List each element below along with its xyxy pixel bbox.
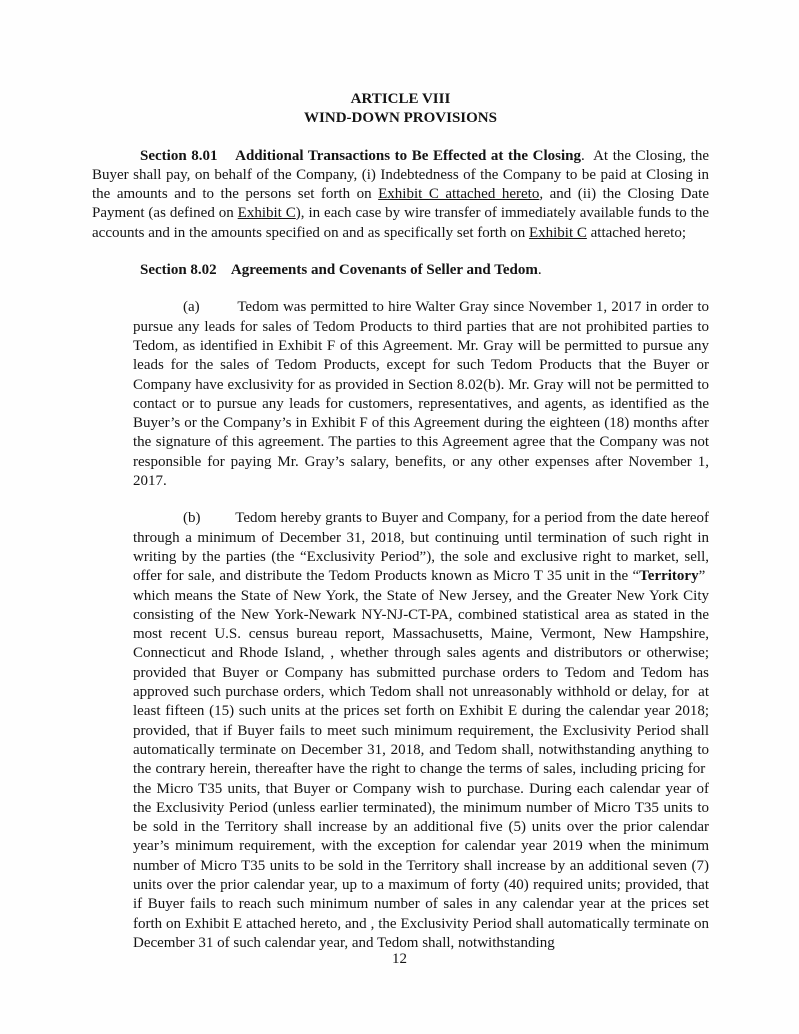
article-heading-line-1 xyxy=(92,90,709,109)
text-run xyxy=(217,262,231,278)
text-run: Exhibit C xyxy=(528,224,587,241)
subsection-a-paragraph xyxy=(133,298,709,491)
page-number: 12 xyxy=(392,951,407,967)
text-run xyxy=(200,299,238,315)
section-8-01-paragraph xyxy=(92,147,709,243)
text-run: Agreements and Covenants of Seller and Tedom xyxy=(230,262,538,279)
text-run xyxy=(218,148,236,164)
text-run: Exhibit C attached hereto xyxy=(378,186,540,203)
text-run: Tedom was permitted to hire Walter Gray since November 1, 2017 in order to pursue any leads for sales of Tedom Products to third parties that are not prohibited parties to Tedom, as identified in Exhibit F of this Agreement. Mr. Gray will be permitted to pursue any leads for the sales of Tedom Products, except for such Tedom Products that the Buyer or Company have exclusivity for as provided in Section 8.02(b). Mr. Gray will not be permitted to contact or to pursue any leads for customers, representatives, and agents, as identified as the Buyer’s or the Company’s in Exhibit F of this Agreement during the eighteen (18) months after the signature of this agreement. The parties to this Agreement agree that the Company was not responsible for paying Mr. Gray’s salary, benefits, or any other expenses after November 1, 2017. xyxy=(133,299,709,490)
text-run: (a) xyxy=(183,299,200,316)
text-run: ), in each case by wire transfer of immediately available funds to the accounts and in the amounts specified on and as specifically set forth on xyxy=(92,205,709,241)
article-heading-line-2 xyxy=(92,109,709,128)
text-run: Exhibit C xyxy=(237,205,296,222)
text-run: Territory xyxy=(639,568,699,585)
text-run: ” which means the State of New York, the State of New Jersey, and the Greater New York City consisting of the New York-Newark NY-NJ-CT-PA, combined statistical area as stated in the most recent U.S. census bureau report, Massachusetts, Maine, Vermont, New Hampshire, Connecticut and Rhode Island, , whether through sales agents and distributors or otherwise; provided that Buyer or Company has submitted purchase orders to Tedom and Tedom has approved such purchase orders, which Tedom shall not unreasonably withhold or delay, for at least fifteen (15) such units at the prices set forth on Exhibit E during the calendar year 2018; provided, that if Buyer fails to meet such minimum requirement, the Exclusivity Period shall automatically terminate on December 31, 2018, and Tedom shall, notwithstanding anything to the contrary herein, thereafter have the right to change the terms of sales, including pricing for the Micro T35 units, that Buyer or Company wish to purchase. During each calendar year of the Exclusivity Period (unless earlier terminated), the minimum number of Micro T35 units to be sold in the Territory shall increase by an additional five (5) units over the prior calendar year’s minimum requirement, with the exception for calendar year 2019 when the minimum number of Micro T35 units to be sold in the Territory shall increase by an additional seven (7) units over the prior calendar year, up to a maximum of forty (40) required units; provided, that if Buyer fails to reach such minimum number of sales in any calendar year at the prices set forth on Exhibit E attached hereto, and , the Exclusivity Period shall automatically terminate on December 31 of such calendar year, and Tedom shall, notwithstanding xyxy=(133,568,709,951)
text-run: WIND-DOWN PROVISIONS xyxy=(304,110,497,127)
text-run xyxy=(201,510,236,526)
document-body xyxy=(92,90,709,971)
text-run: Additional Transactions to Be Effected at the Closing xyxy=(235,147,581,164)
text-run: (b) xyxy=(183,510,201,527)
text-run: . At the Closing, the Buyer shall pay, on behalf of the Company, (i) Indebtedness of the Company to be paid at Closing in the amounts and to the persons set forth on xyxy=(92,147,709,203)
text-run: Section 8.01 xyxy=(140,147,218,164)
text-run: ARTICLE VIII xyxy=(350,91,451,107)
text-run: Section 8.02 xyxy=(140,262,217,279)
text-run: Tedom hereby grants to Buyer and Company, for a period from the date hereof through a minimum of December 31, 2018, but continuing until termination of such right in writing by the parties (the “Exclusivity Period”), the sole and exclusive right to market, sell, offer for sale, and distribute the Tedom Products known as Micro T 35 unit in the “ xyxy=(133,510,709,585)
text-run: . xyxy=(537,262,542,279)
section-8-02-heading xyxy=(92,261,709,280)
text-run: attached hereto; xyxy=(586,224,687,241)
subsection-b-paragraph xyxy=(133,509,709,953)
text-run: , and (ii) the Closing Date Payment (as defined on xyxy=(92,186,709,222)
